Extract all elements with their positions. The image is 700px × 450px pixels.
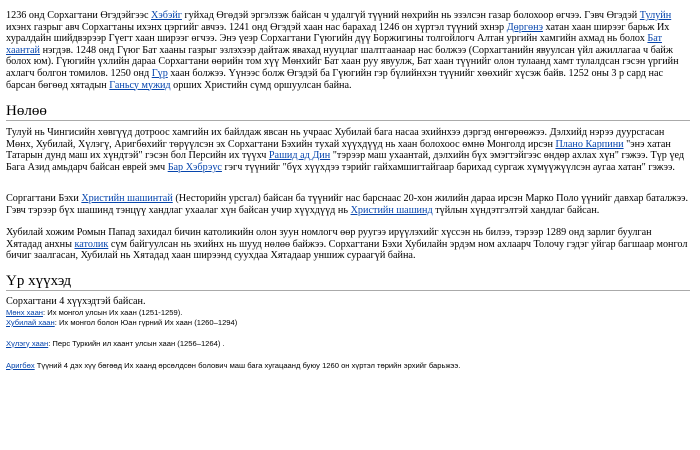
link-tului[interactable]: Тулуйн [639, 10, 672, 21]
section-heading-children: Үр хүүхэд [6, 273, 72, 289]
child-description: : Их монгол болон Юан гүрний Их хаан (1260–1294) [54, 318, 238, 327]
link-bar-hebraeus[interactable]: Бар Хэбрэус [167, 161, 222, 173]
link-gur[interactable]: Гүр [151, 67, 168, 79]
link-hebei[interactable]: Хэбэйг [151, 10, 182, 21]
text-run: Соргагтани Бэхи [6, 193, 82, 204]
text-run: 1236 онд Сорхагтани Өгэдэйгээс [6, 10, 152, 21]
link-gansu[interactable]: Ганьсу мужид [109, 79, 171, 91]
section-divider [6, 290, 690, 291]
paragraph-succession [6, 10, 690, 91]
text-run: ихэнх газрыг авч Сорхагтаны ихэнх цэргийг авчээ. 1241 онд Өгэдэй хаан нас барахад 1246 он хүртэл түүний эхнэр [6, 21, 507, 33]
children-intro: Сорхагтани 4 хүүхэдтэй байсан. [6, 296, 146, 307]
text-run: "тэрээр маш ухаантай, дэлхийн бүх эмэгтэйгээс өндөр ахлах хүн" гэжээ. Түр үед Бага Азид амьдарч байсан еврей эмч [6, 150, 685, 173]
text-run: Хубилай хожим Ромын Папад захидал бичин католикийн олон зуун номлогч өөр руугээ ирүүлэхийг хүссэн нь билээ, тэрээр 1289 онд зарлиг буулган Хятадад анхны [6, 227, 652, 250]
link-kublai-khan[interactable]: Хубилай хаан [6, 318, 55, 327]
child-item-monkh [6, 308, 690, 318]
text-run: хатан хаан ширээг барьж Их хуралдайн шийдвэрээр Гүегт хаан ширээг өгчээ. Энэ үеэр Сорхагтани Гүюгийн дүү Боржигины толгойлогч Алтан ургийн хамгийн ахмад нь болох [6, 21, 670, 45]
child-item-kublai [6, 318, 690, 328]
text-run: хаан болжээ. Үүнээс болж Өгэдэй ба Гүюгийн гэр бүлийнхэн түүнийг хөөхийг хүсэж байв. 1252 оны 3 р сард нас барсан бөгөөд хятадын [6, 67, 664, 91]
link-christian-faith[interactable]: Христийн шашинд [350, 204, 433, 216]
link-hulagu-khan[interactable]: Хүлэгү хаан [6, 339, 49, 348]
text-run: сүм байгуулсан нь эхийнх нь шууд нөлөө байжээ. Сорхагтани Бэхи Хубилайн эрдэм ном ахлаарч Толочу гэдэг уйгар багшаар монгол бичиг заалгасан, Хубилай нь Хятадад хаан ширээнд суухдаа Хятадаар уншиж сураагүй байна. [6, 238, 688, 262]
child-item-hulagu [6, 339, 690, 349]
link-plano-carpini[interactable]: Плано Карпини [555, 138, 624, 150]
text-run: түйлын хүндэтгэлтэй хандлаг байсан. [432, 204, 600, 216]
child-description: Түүний 4 дэх хүү бөгөөд Их хаанд өрсөлдсөн болович маш бага хугацаанд буюу 1260 он хүртэл төрийн эрхийг барьжээ. [34, 361, 461, 370]
child-description: : Их монгол улсын Их хаан (1251-1259). [43, 308, 183, 317]
text-run: Тулуй нь Чингисийн хөвгүүд дотроос хамгийн их байлдаж явсан нь учраас Хубилай бага насаа эхийнхээ дэргэд өнгөрөөжээ. Дэлхийд нэрээ дуурсгасан Мөнх, Хубилай, Хүлэгү, Аригбөхийг төрүүлсэн эх Сорхагтани Бэхийн тухай хүүхдүүд нь хаан болохоос өмнө Монголд ирсэн [6, 127, 665, 150]
paragraph-influence [6, 127, 690, 173]
text-run: (Несторийн урсгал) байсан ба түүнийг нас барснаас 20-хон жилийн дараа ирсэн Марко Поло үүнийг давхар баталжээ. Гэвч тэрээр бүх шашинд тэнцүү хандлаг ухаалаг хүн байсан учир хүүхдүүд нь [6, 193, 689, 216]
child-description: : Перс Туркийн ил хаант улсын хаан (1256–1264) . [48, 339, 225, 348]
section-heading-influence: Нөлөө [6, 103, 47, 119]
text-run: "энэ хатан Татарын дунд маш их хүндтэй" гэсэн бол Персийн их түүхч [6, 138, 671, 162]
paragraph-kublai [6, 227, 690, 262]
link-catholic[interactable]: католик [74, 238, 109, 250]
link-bat-khan[interactable]: Бат хаантай [6, 33, 662, 56]
link-dorgone[interactable]: Дөргөнэ [506, 21, 543, 33]
link-christianity[interactable]: Христийн шашинтай [81, 193, 173, 204]
paragraph-religion [6, 193, 690, 216]
text-run: гуйхад Өгөдэй эргэлзэж байсан ч удалгүй түүний нөхрийн нь эзэлсэн газар болохоор өгчээ. Гэвч Өгэдэй [181, 10, 640, 21]
section-divider [6, 120, 690, 121]
link-monkh-khan[interactable]: Мөнх хаан [6, 308, 44, 317]
link-rashid-ad-din[interactable]: Рашид ад Дин [268, 150, 331, 162]
text-run: нэгдэв. 1248 онд Гүюг Бат хааны газрыг эзлэхээр дайтаж явахад нууцлаг шалтгаанаар нас болжээ (Сорхагтанийн явуулсан үйл ажиллагаа ч байж болох юм). Гүюгийн үхлийн дараа Сорхагтани өөрийн том хүү Мөнхийг Бат хаан руу явуулж, Бат хаан түүнийг олон тулаанд хамт тулалдсан гэсэн үргийн ахлагч болгон томилов. 1250 онд [6, 44, 679, 79]
child-item-ariq-boke [6, 361, 690, 371]
text-run: гэгч түүнийг "бүх хүүхдээ тэрийг гайхамшигтайгаар барихад сургаж хүмүүжүүлсэн аугаа хатан" гэжээ. [221, 161, 675, 173]
link-ariq-boke[interactable]: Аригбөх [6, 361, 35, 370]
text-run: орших Христийн сүмд оршуулсан байна. [170, 79, 352, 91]
